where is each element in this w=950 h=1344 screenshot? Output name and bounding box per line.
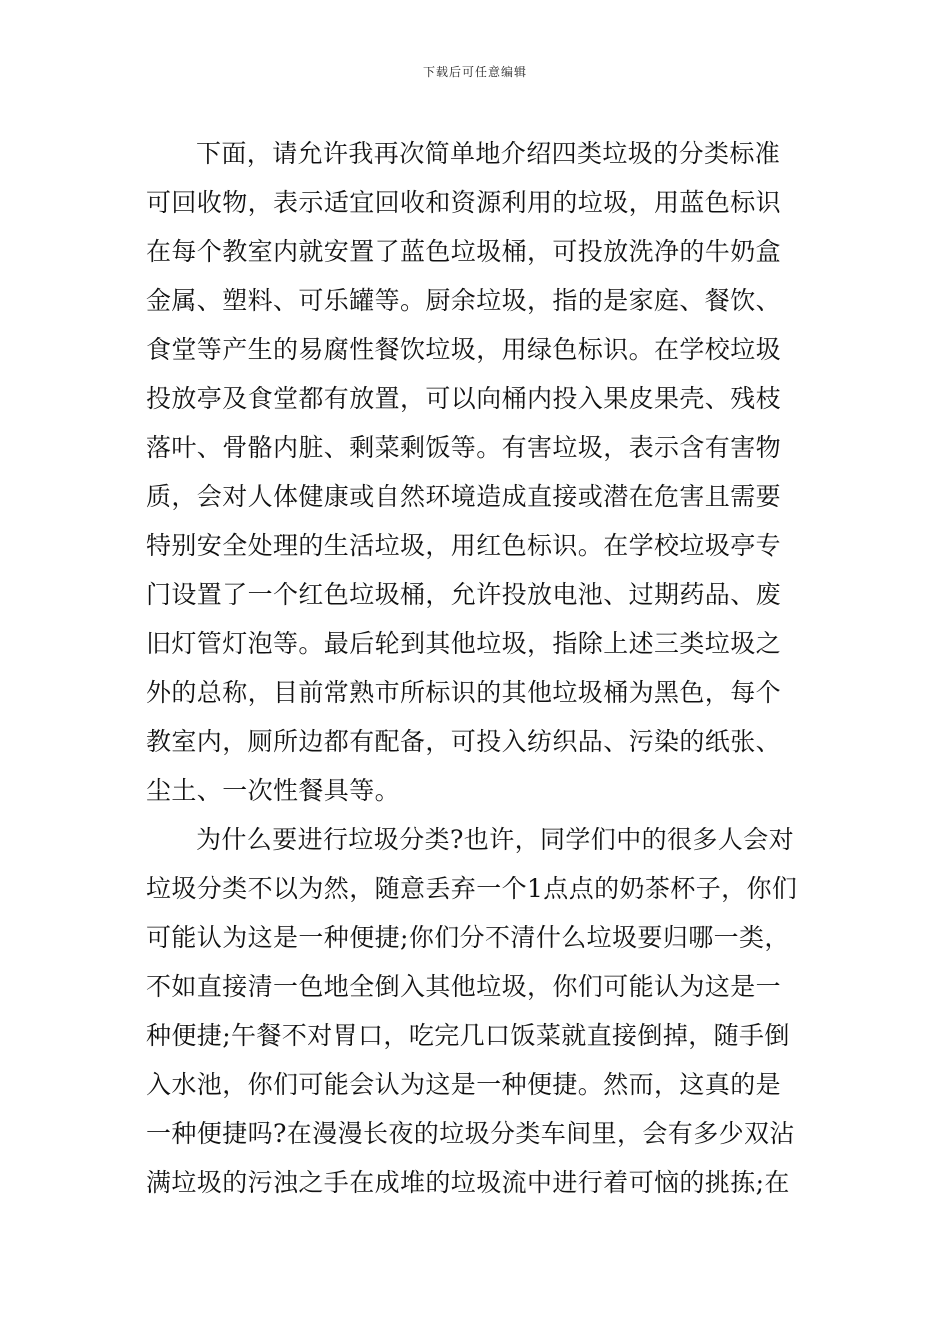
paragraph-1-line: 金属、塑料、可乐罐等。厨余垃圾，指的是家庭、餐饮、	[146, 286, 782, 315]
paragraph-2-line: 垃圾分类不以为然，随意丢弃一个1点点的奶茶杯子，你们	[146, 874, 798, 903]
paragraph-2-line: 满垃圾的污浊之手在成堆的垃圾流中进行着可恼的挑拣;在	[146, 1168, 790, 1197]
paragraph-1-line: 投放亭及食堂都有放置，可以向桶内投入果皮果壳、残枝	[146, 384, 782, 413]
paragraph-2-line: 不如直接清一色地全倒入其他垃圾，你们可能认为这是一	[146, 972, 782, 1001]
paragraph-2-line: 可能认为这是一种便捷;你们分不清什么垃圾要归哪一类，	[146, 923, 790, 952]
paragraph-1-line: 在每个教室内就安置了蓝色垃圾桶，可投放洗净的牛奶盒	[146, 237, 782, 266]
paragraph-2-line: 种便捷;午餐不对胃口，吃完几口饭菜就直接倒掉，随手倒	[146, 1021, 790, 1050]
paragraph-1-line: 外的总称，目前常熟市所标识的其他垃圾桶为黑色，每个	[146, 678, 782, 707]
paragraph-1-line: 门设置了一个红色垃圾桶，允许投放电池、过期药品、废	[146, 580, 782, 609]
paragraph-1-line: 可回收物，表示适宜回收和资源利用的垃圾，用蓝色标识	[146, 188, 782, 217]
paragraph-2-line: 入水池，你们可能会认为这是一种便捷。然而，这真的是	[146, 1070, 782, 1099]
document-body	[146, 129, 806, 1207]
paragraph-1-line: 食堂等产生的易腐性餐饮垃圾，用绿色标识。在学校垃圾	[146, 335, 782, 364]
paragraph-1-line: 质，会对人体健康或自然环境造成直接或潜在危害且需要	[146, 482, 782, 511]
paragraph-1-line: 落叶、骨骼内脏、剩菜剩饭等。有害垃圾，表示含有害物	[146, 433, 782, 462]
paragraph-2-line: 一种便捷吗?在漫漫长夜的垃圾分类车间里，会有多少双沾	[146, 1119, 795, 1148]
paragraph-1-line: 特别安全处理的生活垃圾，用红色标识。在学校垃圾亭专	[146, 531, 782, 560]
page-header: 下载后可任意编辑	[422, 65, 527, 79]
paragraph-1-line: 旧灯管灯泡等。最后轮到其他垃圾，指除上述三类垃圾之	[146, 629, 782, 658]
paragraph-1-line: 教室内，厕所边都有配备，可投入纺织品、污染的纸张、	[146, 727, 782, 756]
paragraph-2-line: 为什么要进行垃圾分类?也许，同学们中的很多人会对	[196, 825, 795, 854]
paragraph-1-line: 下面，请允许我再次简单地介绍四类垃圾的分类标准	[196, 139, 781, 168]
paragraph-1-line: 尘土、一次性餐具等。	[146, 776, 401, 805]
